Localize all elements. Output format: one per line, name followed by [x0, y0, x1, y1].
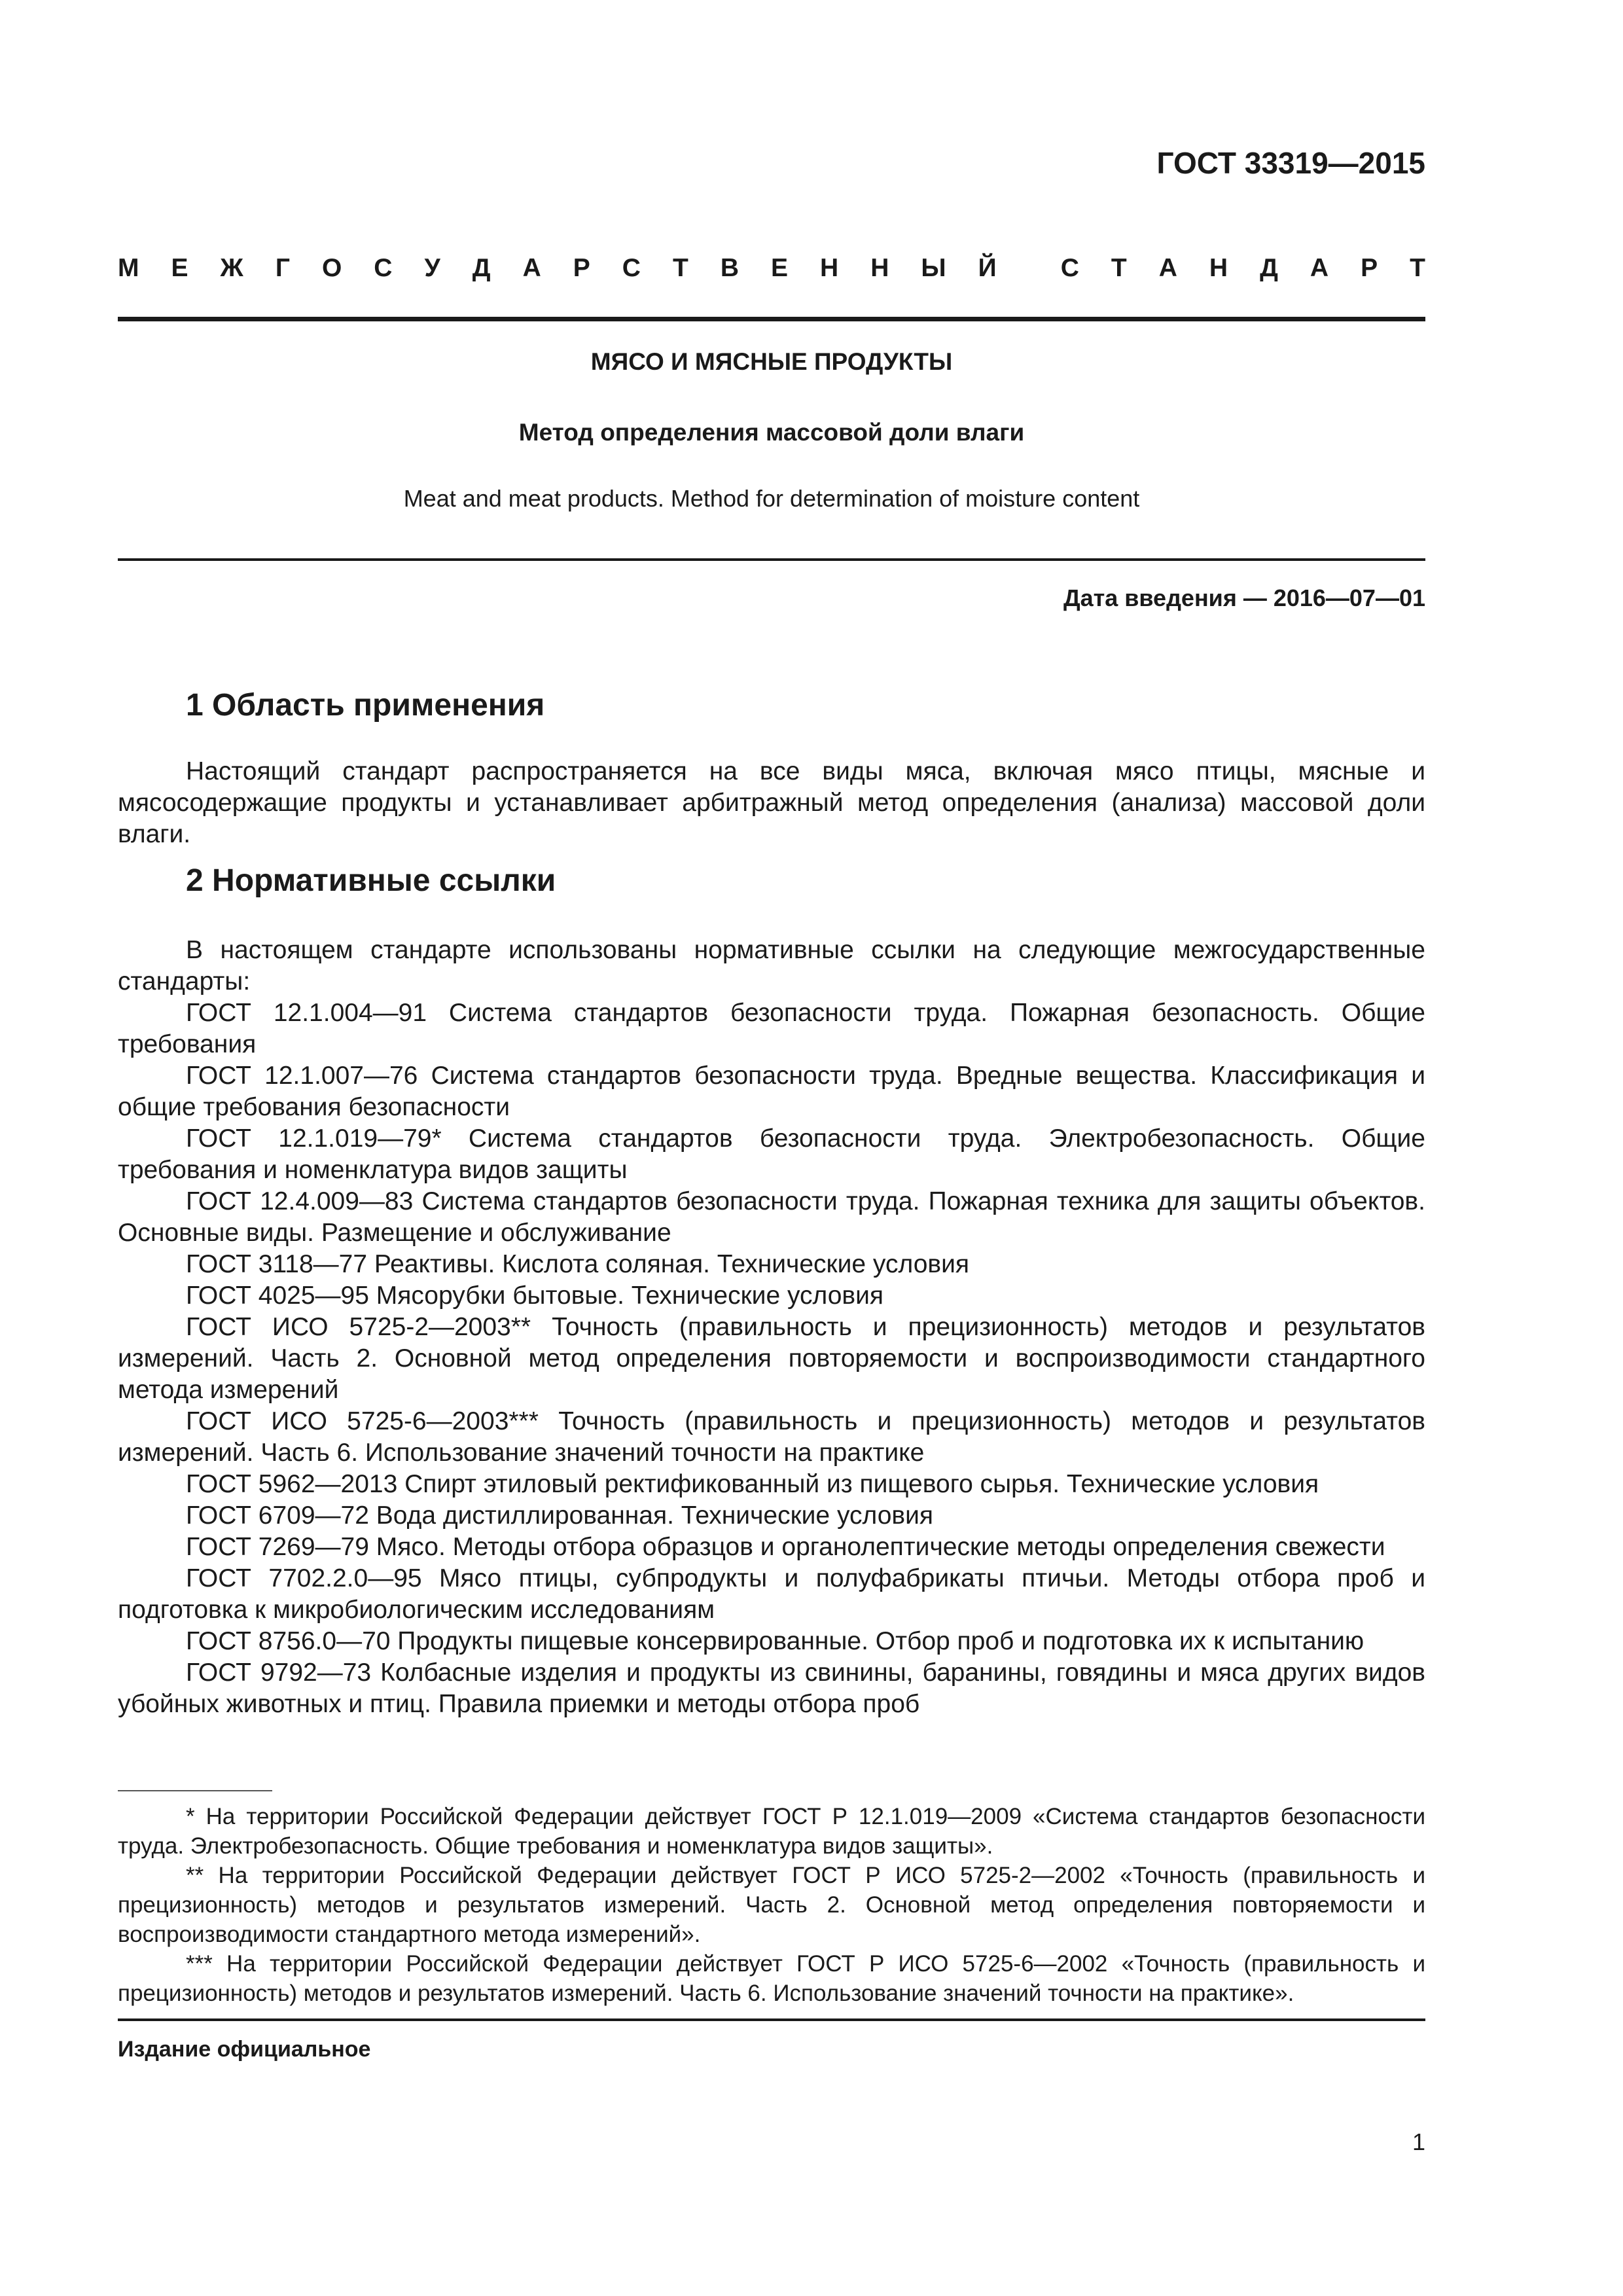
reference-item: ГОСТ 12.1.007—76 Система стандартов безопасности труда. Вредные вещества. Классификация и общие требования безопасности	[118, 1062, 1425, 1121]
banner-letter: О	[321, 254, 342, 282]
scope-paragraph: Настоящий стандарт распространяется на все виды мяса, включая мясо птицы, мясные и мясосодержащие продукты и устанавливает арбитражный метод определения (анализа) массовой доли влаги.	[118, 757, 1425, 848]
title-divider	[118, 558, 1425, 561]
introduction-date: Дата введения — 2016—07—01	[1063, 584, 1425, 611]
banner-letter: А	[1310, 254, 1329, 282]
banner-letter: Е	[771, 254, 789, 282]
banner-letter: С	[374, 254, 393, 282]
footnote-separator	[118, 1790, 272, 1791]
reference-item: ГОСТ ИСО 5725-6—2003*** Точность (правильность и прецизионность) методов и результатов измерений. Часть 6. Использование значений точности на практике	[118, 1407, 1425, 1467]
reference-item: ГОСТ 12.1.019—79* Система стандартов безопасности труда. Электробезопасность. Общие требования и номенклатура видов защиты	[118, 1124, 1425, 1184]
document-subtitle: Метод определения массовой доли влаги	[518, 419, 1025, 446]
banner-letter: Й	[978, 254, 997, 282]
banner-letter: Т	[672, 254, 688, 282]
banner-letter: Г	[275, 254, 290, 282]
banner-letter: Ы	[921, 254, 946, 282]
banner-letter: Е	[171, 254, 188, 282]
banner-letter: У	[424, 254, 440, 282]
reference-item: ГОСТ 4025—95 Мясорубки бытовые. Технические условия	[186, 1282, 884, 1310]
reference-item: ГОСТ 8756.0—70 Продукты пищевые консервированные. Отбор проб и подготовка их к испытанию	[186, 1627, 1364, 1655]
reference-item: ГОСТ 9792—73 Колбасные изделия и продукты из свинины, баранины, говядины и мяса других видов убойных животных и птиц. Правила приемки и методы отбора проб	[118, 1659, 1425, 1718]
document-title-english: Meat and meat products. Method for determination of moisture content	[403, 485, 1140, 512]
footnote: *** На территории Российской Федерации действует ГОСТ Р ИСО 5725-6—2002 «Точность (правильность и прецизионность) методов и результатов измерений. Часть 6. Использование значений точности на практике».	[118, 1951, 1425, 2006]
banner-letter: А	[1158, 254, 1177, 282]
banner-letter: Т	[1410, 254, 1425, 282]
official-edition-label: Издание официальное	[118, 2037, 371, 2062]
banner-letter: Н	[870, 254, 889, 282]
banner-letter: Т	[1111, 254, 1127, 282]
banner-letter: Р	[1361, 254, 1378, 282]
banner-letter: Н	[1209, 254, 1228, 282]
page-number: 1	[1412, 2128, 1425, 2155]
reference-item: ГОСТ 7269—79 Мясо. Методы отбора образцов и органолептические методы определения свежести	[186, 1533, 1385, 1561]
banner-letter: В	[720, 254, 739, 282]
banner-letter: Д	[1260, 254, 1278, 282]
banner-letter: Р	[573, 254, 590, 282]
footer-divider	[118, 2018, 1425, 2021]
scope-section	[118, 756, 1425, 850]
footnote: * На территории Российской Федерации действует ГОСТ Р 12.1.019—2009 «Система стандартов безопасности труда. Электробезопасность. Общие требования и номенклатура видов защиты».	[118, 1804, 1425, 1859]
document-title: МЯСО И МЯСНЫЕ ПРОДУКТЫ	[590, 348, 953, 375]
reference-item: ГОСТ 12.1.004—91 Система стандартов безопасности труда. Пожарная безопасность. Общие требования	[118, 999, 1425, 1058]
banner-letter: С	[622, 254, 641, 282]
footnotes	[118, 1802, 1425, 2008]
standard-id: ГОСТ 33319—2015	[1156, 146, 1425, 180]
reference-item: ГОСТ 7702.2.0—95 Мясо птицы, субпродукты и полуфабрикаты птичьи. Методы отбора проб и подготовка к микробиологическим исследованиям	[118, 1564, 1425, 1624]
reference-item: ГОСТ ИСО 5725-2—2003** Точность (правильность и прецизионность) методов и результатов измерений. Часть 2. Основной метод определения повторяемости и воспроизводимости стандартного метода измерений	[118, 1313, 1425, 1404]
footnote: ** На территории Российской Федерации действует ГОСТ Р ИСО 5725-2—2002 «Точность (правильность и прецизионность) методов и результатов измерений. Часть 2. Основной метод определения повторяемости и воспроизводимости стандартного метода измерений».	[118, 1863, 1425, 1947]
banner-letter: С	[1060, 254, 1079, 282]
reference-item: ГОСТ 12.4.009—83 Система стандартов безопасности труда. Пожарная техника для защиты объектов. Основные виды. Размещение и обслуживание	[118, 1187, 1425, 1247]
header-divider	[118, 317, 1425, 321]
references-intro: В настоящем стандарте использованы нормативные ссылки на следующие межгосударственные стандарты:	[118, 936, 1425, 996]
section-heading-scope: 1 Область применения	[186, 688, 545, 723]
standard-type-banner	[118, 254, 1425, 283]
banner-letter: Д	[472, 254, 491, 282]
banner-letter: Н	[820, 254, 839, 282]
reference-item: ГОСТ 3118—77 Реактивы. Кислота соляная. Технические условия	[186, 1250, 970, 1278]
banner-letter: Ж	[220, 254, 243, 282]
banner-letter: М	[118, 254, 139, 282]
references-list	[118, 935, 1425, 1720]
banner-letter: А	[522, 254, 541, 282]
reference-item: ГОСТ 6709—72 Вода дистиллированная. Технические условия	[186, 1501, 934, 1530]
section-heading-references: 2 Нормативные ссылки	[186, 863, 556, 898]
reference-item: ГОСТ 5962—2013 Спирт этиловый ректификованный из пищевого сырья. Технические условия	[186, 1470, 1319, 1498]
